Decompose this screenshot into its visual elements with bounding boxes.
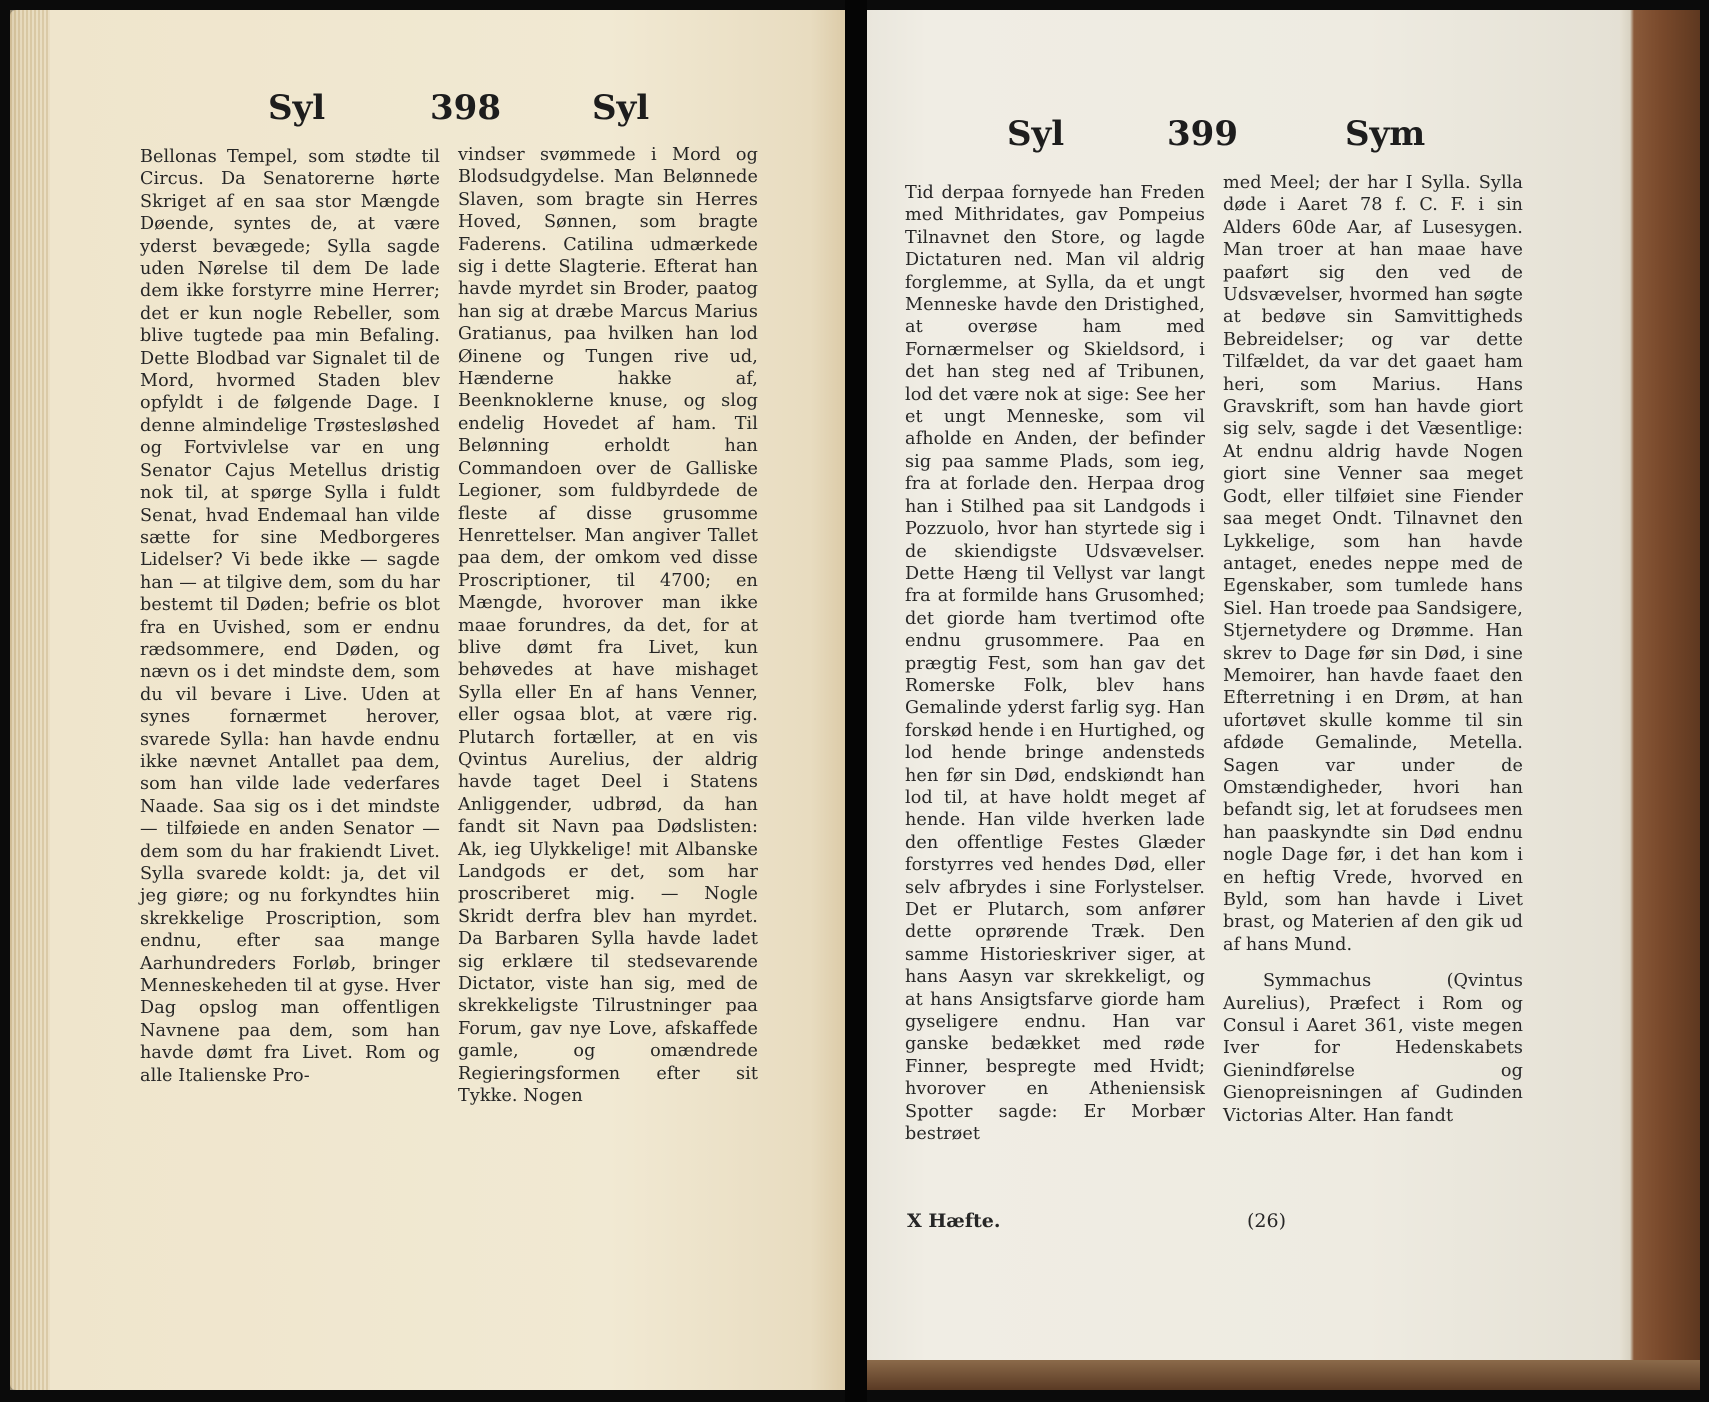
book-cover-edge — [1620, 10, 1700, 1390]
right-col2-entry-symmachus: Symmachus (Qvintus Aurelius), Præfect i Rom og Consul i Aaret 361, viste megen Iver for Hedenskabets Gienindførelse og Gienopreisningen af Gudinden Victorias Alter. Han fandt — [1223, 971, 1523, 1126]
left-header-right-word: Syl — [592, 88, 650, 128]
page-edges — [10, 10, 50, 1390]
right-page-header — [1007, 114, 1427, 164]
left-col1-text: Bellonas Tempel, som stødte til Circus. Da Senatorerne hørte Skriget af en saa stor Mængde Døende, syntes de, at være yderst bevægede; Sylla sagde uden Nørelse til dem De lade dem ikke forstyrre mine Herrer; det er kun nogle Rebeller, som blive tugtede paa min Befaling. Dette Blodbad var Signalet til de Mord, hvormed Staden blev opfyldt i de følgende Dage. I denne almindelige Trøstesløshed og Fortvivlelse var en ung Senator Cajus Metellus dristig nok til, at spørge Sylla i fuldt Senat, hvad Endemaal han vilde sætte for sine Medborgeres Lidelser? Vi bede ikke — sagde han — at tilgive dem, som du har bestemt til Døden; befrie os blot fra en Uvished, som er endnu rædsommere, end Døden, og nævn os i det mindste dem, som du vil bevare i Live. Uden at synes fornærmet herover, svarede Sylla: han havde endnu ikke nævnet Antallet paa dem, som han vilde lade vederfares Naade. Saa sig os i det mindste — tilføiede en anden Senator — dem som du har frakiendt Livet. Sylla svarede koldt: ja, det vil jeg giøre; og nu forkyndtes hiin skrekkelige Proscription, som endnu, efter saa mange Aarhundreders Forløb, bringer Menneskeheden til at gyse. Hver Dag opslog man offentligen Navnene paa dem, som han havde dømt fra Livet. Rom og alle Italienske Pro- — [140, 147, 440, 1086]
left-page-header — [260, 88, 660, 138]
left-col2-text: vindser svømmede i Mord og Blodsudgydelse. Man Belønnede Slaven, som bragte sin Herres Hoved, Sønnen, som bragte Faderens. Catilina udmærkede sig i dette Slagterie. Efterat han havde myrdet sin Broder, paatog han sig at dræbe Marcus Marius Gratianus, paa hvilken han lod Øinene og Tungen rive ud, Hænderne hakke af, Beenknoklerne knuse, og slog endelig Hovedet af ham. Til Belønning erholdt han Commandoen over de Galliske Legioner, som fuldbyrdede de fleste af disse grusomme Henrettelser. Man angiver Tallet paa dem, der omkom ved disse Proscriptioner, til 4700; en Mængde, hvorover man ikke maae forundres, da det, for at blive dømt fra Livet, kun behøvedes at have mishaget Sylla eller En af hans Venner, eller ogsaa blot, at være rig. Plutarch fortæller, at en vis Qvintus Aurelius, der aldrig havde taget Deel i Statens Anliggender, udbrød, da han fandt sit Navn paa Dødslisten: Ak, ieg Ulykkelige! mit Albanske Landgods er det, som har proscriberet mig. — Nogle Skridt derfra blev han myrdet. Da Barbaren Sylla havde ladet sig erklære til stedsevarende Dictator, viste han sig, med de skrekkeligste Tilrustninger paa Forum, gav nye Love, afskaffede gamle, og omændrede Regieringsformen efter sit Tykke. Nogen — [458, 145, 758, 1107]
right-page-number: 399 — [1167, 114, 1238, 154]
left-page — [10, 10, 845, 1390]
right-header-word: Syl — [1007, 114, 1065, 154]
left-page-column-1 — [140, 146, 440, 1206]
sheet-mark: (26) — [1247, 1210, 1287, 1232]
right-col1-text: Tid derpaa fornyede han Freden med Mithridates, gav Pompeius Tilnavnet den Store, og lagde Dictaturen ned. Man vil aldrig forglemme, at Sylla, da et ungt Menneske havde den Dristighed, at overøse ham med Fornærmelser og Skieldsord, i det han steg ned af Tribunen, lod det være nok at sige: See her et ungt Menneske, som vil afholde en Anden, der befinder sig paa samme Plads, som ieg, fra at forlade den. Herpaa drog han i Stilhed paa sit Landgods i Pozzuolo, hvor han styrtede sig i de skiendigste Udsvævelser. Dette Hæng til Vellyst var langt fra at formilde hans Grusomhed; det giorde ham tvertimod ofte endnu grusommere. Paa en prægtig Fest, som han gav det Romerske Folk, blev hans Gemalinde yderst farlig syg. Han forskød hende i en Hurtighed, og lod hende bringe andensteds hen før sin Død, endskiøndt han lod til, at have holdt meget af hende. Han vilde hverken lade den offentlige Festes Glæder forstyrres ved hendes Død, eller selv afbrydes i sine Forlystelser. Det er Plutarch, som anfører dette oprørende Træk. Den samme Historieskriver siger, at hans Aasyn var skrekkeligt, og at hans Ansigtsfarve giorde ham gyseligere endnu. Han var ganske bedækket med røde Finner, bespregte med Hvidt; hvorover en Atheniensisk Spotter sagde: Er Morbær bestrøet — [905, 183, 1205, 1145]
right-col2-text: med Meel; der har I Sylla. Sylla døde i Aaret 78 f. C. F. i sin Alders 60de Aar, af Lusesygen. Man troer at han maae have paaført sig den ved de Udsvævelser, hvormed han søgte at bedøve sin Samvittigheds Bebreidelser; og var dette Tilfældet, da var det gaaet ham heri, som Marius. Hans Gravskrift, som han havde giort sig selv, sagde i det Væsentlige: At endnu aldrig havde Nogen giort sine Venner saa meget Godt, eller tilføiet sine Fiender saa meget Ondt. Tilnavnet den Lykkelige, som han havde antaget, enedes neppe med de Egenskaber, som tumlede hans Siel. Han troede paa Sandsigere, Stjernetydere og Drømme. Han skrev to Dage før sin Død, i sine Memoirer, han havde faaet den Efterretning i en Drøm, at han ufortøvet skulle komme til sin afdøde Gemalinde, Metella. Sagen var under de Omstændigheder, hvori han befandt sig, let at forudsees men han paaskyndte sin Død endnu nogle Dage før, i det han kom i en heftig Vrede, hvorved en Byld, som han havde i Livet brast, og Materien af den gik ud af hans Mund. — [1223, 173, 1523, 955]
left-page-number: 398 — [430, 88, 501, 128]
signature-mark: X Hæfte. — [907, 1210, 1001, 1232]
left-header-word: Syl — [268, 88, 326, 128]
left-page-column-2 — [458, 144, 758, 1204]
right-page-column-2 — [1223, 172, 1523, 1232]
right-page-footer — [907, 1210, 1507, 1240]
book-gutter — [845, 0, 867, 1402]
right-page — [867, 10, 1627, 1390]
book-cover-bottom — [867, 1360, 1700, 1390]
right-header-right-word: Sym — [1345, 114, 1426, 154]
right-page-column-1 — [905, 182, 1205, 1222]
